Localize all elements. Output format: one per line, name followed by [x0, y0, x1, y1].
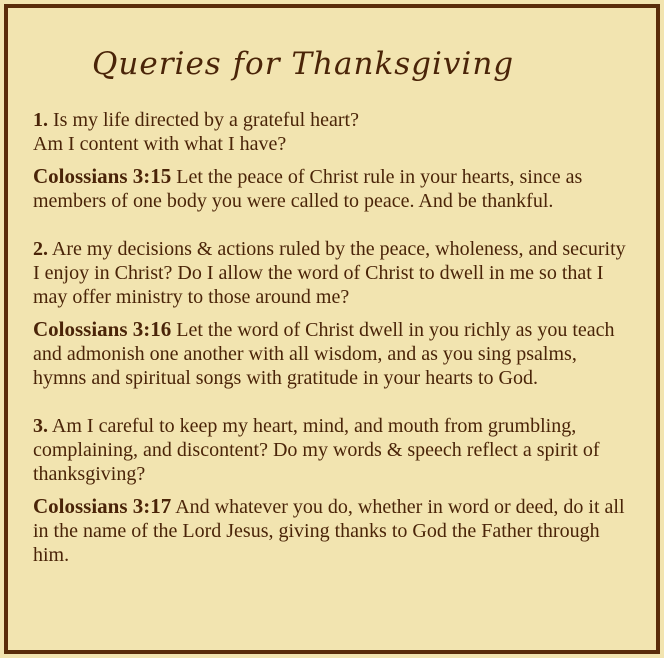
page-title: Queries for Thanksgiving	[92, 46, 515, 82]
verse-body: Let the peace of Christ rule in your hearts, since as members of one body you were called to peace. And be thankful.	[33, 166, 583, 212]
query-number: 3.	[33, 415, 48, 437]
verse-text	[33, 317, 633, 390]
section-spacer	[33, 390, 633, 414]
query-text	[33, 108, 633, 156]
verse-reference: Colossians 3:17	[33, 494, 172, 518]
verse-text	[33, 164, 633, 213]
section-spacer	[33, 213, 633, 237]
verse-body: Let the word of Christ dwell in you richly as you teach and admonish one another with all wisdom, and as you sing psalms, hymns and spiritual songs with gratitude in your hearts to God.	[33, 319, 615, 389]
query-line: Are my decisions & actions ruled by the peace, wholeness, and security I enjoy in Christ? Do I allow the word of Christ to dwell in me so that I may offer ministry to those around me?	[33, 238, 626, 308]
query-number: 1.	[33, 109, 48, 131]
query-text	[33, 237, 633, 309]
query-line: Is my life directed by a grateful heart?	[53, 109, 359, 131]
verse-reference: Colossians 3:15	[33, 164, 172, 188]
verse-body: And whatever you do, whether in word or deed, do it all in the name of the Lord Jesus, giving thanks to God the Father through him.	[33, 496, 625, 566]
query-number: 2.	[33, 238, 48, 260]
verse-text	[33, 494, 633, 567]
query-line: Am I careful to keep my heart, mind, and mouth from grumbling, complaining, and discontent? Do my words & speech reflect a spirit of thanksgiving?	[33, 415, 600, 485]
query-section-3	[33, 414, 633, 567]
query-text	[33, 414, 633, 486]
query-section-2	[33, 237, 633, 390]
queries-content	[33, 108, 633, 567]
query-section-1	[33, 108, 633, 213]
query-line: Am I content with what I have?	[33, 133, 287, 155]
verse-reference: Colossians 3:16	[33, 317, 172, 341]
